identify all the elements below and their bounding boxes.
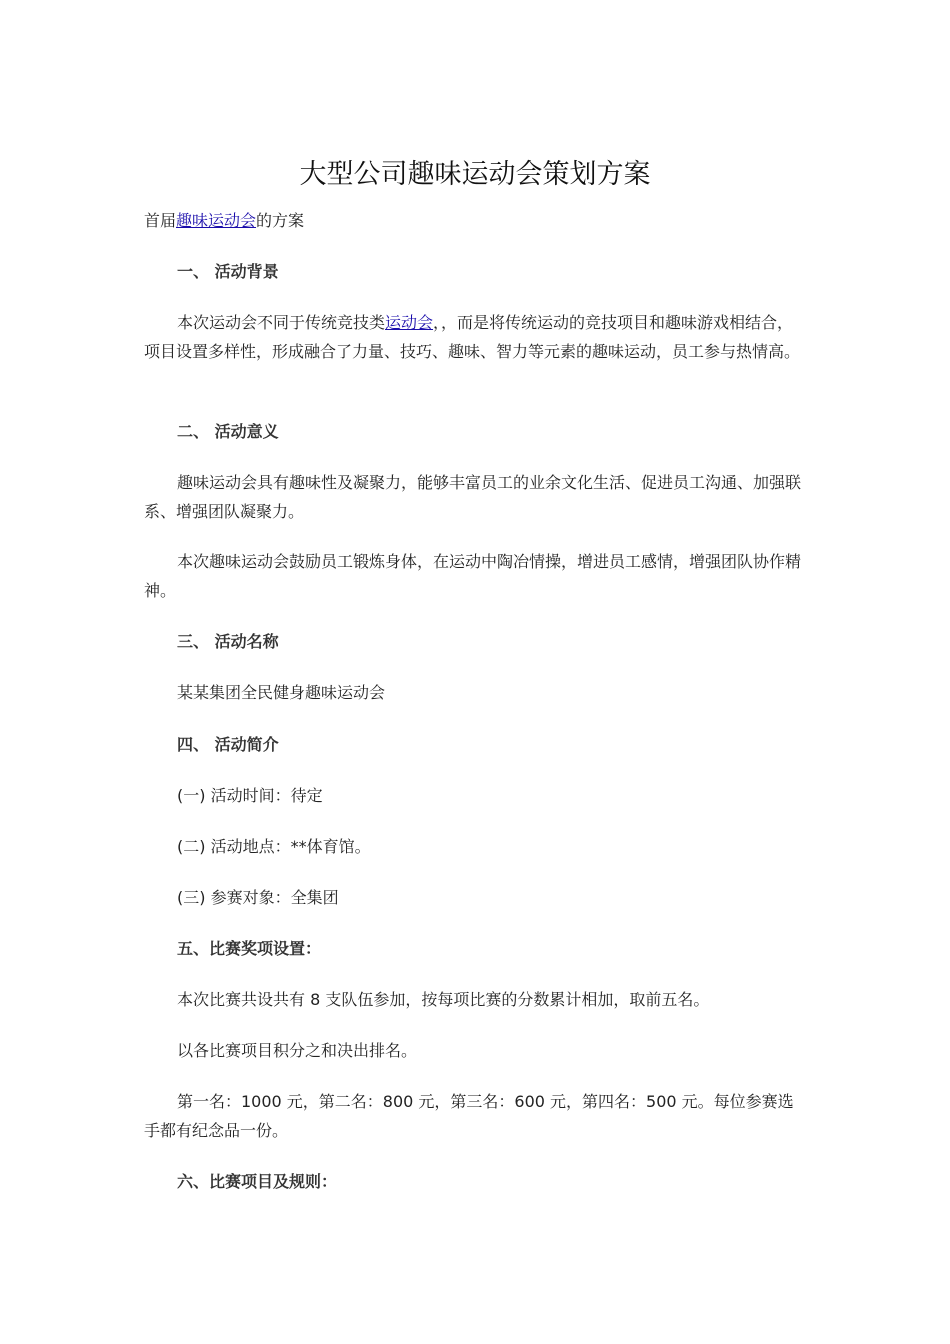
section-heading-intro: 四、 活动简介 <box>177 735 279 754</box>
document-title: 大型公司趣味运动会策划方案 <box>299 159 651 191</box>
intro-link[interactable]: 趣味运动会 <box>176 211 257 230</box>
event-name-paragraph: 某某集团全民健身趣味运动会 <box>177 683 386 702</box>
section-heading-awards: 五、比赛奖项设置： <box>177 939 322 958</box>
awards-paragraph-3: 第一名：1000 元，第二名：800 元，第三名：600 元，第四名：500 元。每位参赛选手都有纪念品一份。 <box>144 1092 794 1140</box>
section-heading-rules: 六、比赛项目及规则： <box>177 1172 338 1191</box>
section-heading-name: 三、 活动名称 <box>177 632 279 651</box>
intro-item-participants: (三) 参赛对象：全集团 <box>177 888 339 907</box>
significance-paragraph-2: 本次趣味运动会鼓励员工锻炼身体，在运动中陶冶情操，增进员工感情，增强团队协作精神。 <box>144 552 802 600</box>
background-paragraph <box>144 308 808 366</box>
significance-paragraph-1: 趣味运动会具有趣味性及凝聚力，能够丰富员工的业余文化生活、促进员工沟通、加强联系、增强团队凝聚力。 <box>144 473 802 521</box>
intro-item-time: (一) 活动时间：待定 <box>177 786 323 805</box>
awards-paragraph-2: 以各比赛项目积分之和决出排名。 <box>177 1041 418 1060</box>
background-text-suffix: ，，而是将传统运动的竞技项目和趣味游戏相结合，项目设置多样性，形成融合了力量、技巧、趣味、智力等元素的趣味运动，员工参与热情高。 <box>144 313 801 361</box>
intro-prefix: 首届 <box>144 211 177 230</box>
awards-paragraph-1: 本次比赛共设共有 8 支队伍参加，按每项比赛的分数累计相加，取前五名。 <box>177 990 710 1009</box>
section-heading-background: 一、 活动背景 <box>177 262 279 281</box>
background-text-prefix: 本次运动会不同于传统竞技类 <box>177 313 386 332</box>
background-link[interactable]: 运动会 <box>385 313 434 332</box>
intro-suffix: 的方案 <box>256 211 305 230</box>
intro-item-location: (二) 活动地点：**体育馆。 <box>177 837 371 856</box>
section-heading-significance: 二、 活动意义 <box>177 422 279 441</box>
intro-paragraph <box>144 206 808 235</box>
